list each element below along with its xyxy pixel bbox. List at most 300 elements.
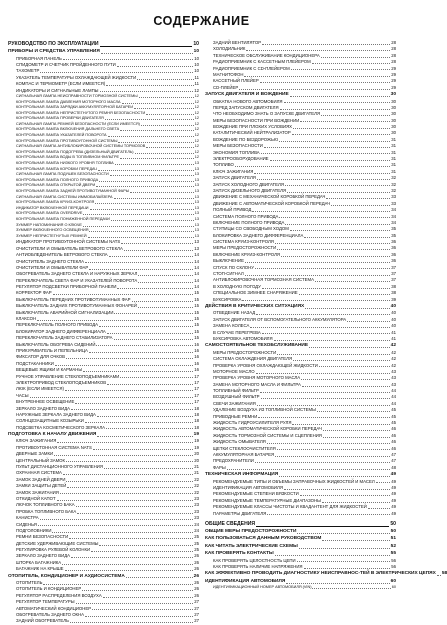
toc-leader <box>103 597 194 598</box>
toc-leader <box>40 519 194 520</box>
toc-entry-title: УДАЛЕНИЕ ВОЗДУХА ИЗ ТОПЛИВНОЙ СИСТЕМЫ <box>213 407 316 413</box>
toc-page-number: 29 <box>391 78 396 84</box>
toc-leader <box>30 397 194 398</box>
toc-entry-title: ДВИЖЕНИЕ С АВТОМАТИЧЕСКОЙ КОРОБКОЙ ПЕРЕДАЧ <box>213 200 330 206</box>
toc-page-number: 18 <box>194 405 199 411</box>
toc-entry-title: ЖИДКОСТЬ ТОРМОЗНОЙ СИСТЕМЫ И СЦЕПЛЕНИЯ <box>213 432 322 438</box>
toc-entry-title: ИДЕНТИФИКАЦИОННЫЙ НОМЕР АВТОМОБИЛЯ (VIN) <box>213 585 312 590</box>
toc-leader <box>130 192 194 193</box>
toc-page-number: 30 <box>391 117 396 123</box>
toc-leader <box>239 89 390 90</box>
toc-column-right <box>205 39 447 591</box>
toc-leader <box>292 134 391 135</box>
toc-leader <box>305 308 389 309</box>
toc-page-number: 26 <box>194 566 199 572</box>
toc-leader <box>96 186 194 187</box>
toc-entry-title: КОНТРОЛЬНАЯ ЛАМПА ДАВЛЕНИЯ МОТОРНОГО МАСЛА <box>16 99 121 104</box>
toc-leader <box>57 500 194 501</box>
toc-entry-title: КОНТРОЛЬНАЯ ЛАМПА КОРОБКИ ПЕРЕДАЧ <box>16 166 97 171</box>
toc-page-number: 25 <box>194 540 199 546</box>
toc-entry-title: ДЕЙСТВИЯ В КРИТИЧЕСКИХ СИТУАЦИЯХ <box>205 304 305 309</box>
toc-leader <box>54 455 193 456</box>
toc-entry-title: КОНТРОЛЬНАЯ ЛАМПА ВКЛЮЧЕНИЯ ДАЛЬНЕГО СВЕТА <box>16 127 120 132</box>
toc-entry-title: ПЕРЕКЛЮЧАТЕЛЬ ЗАДНЕГО СТАБИЛИЗАТОРА <box>16 335 113 341</box>
toc-page-number: 39 <box>391 296 396 302</box>
toc-leader <box>120 377 193 378</box>
toc-page-number: 29 <box>391 71 396 77</box>
toc-page-number: 13 <box>194 245 199 251</box>
toc-entry-title: ВОЗДУШНЫЙ ФИЛЬТР <box>213 394 260 400</box>
toc-leader <box>309 347 390 348</box>
toc-leader <box>138 307 193 308</box>
toc-page-number: 36 <box>391 251 396 257</box>
toc-leader <box>285 185 390 186</box>
toc-page-number: 26 <box>194 580 199 586</box>
toc-page-number: 18 <box>194 424 199 430</box>
toc-leader <box>301 379 390 380</box>
toc-entry-title: ЗАПУСК ДИЗЕЛЬНОГО ДВИГАТЕЛЯ <box>213 187 287 193</box>
toc-entry-title: КОНТРОЛЬНАЯ ЛАМПА УКАЗАТЕЛЕЙ ПОВОРОТА <box>16 133 107 138</box>
toc-leader <box>76 603 194 604</box>
toc-leader <box>114 313 193 314</box>
toc-leader <box>323 430 390 431</box>
toc-leader <box>275 243 390 244</box>
toc-page-number: 40 <box>391 323 396 329</box>
toc-page-number: 56 <box>391 557 396 563</box>
toc-entry-title: ВКЛЮЧЕНИЕ ПОЛНОГО ПРИВОДА <box>213 219 285 225</box>
toc-entry-title: КАНИСТРА <box>16 515 39 521</box>
toc-entry-title: РАДИОПРИЕМНИК С КАССЕТНЫМ ПЛЕЙЕРОМ <box>213 59 311 65</box>
toc-entry-title: КОНТРОЛЬНАЯ ЛАМПА ЗАРЯДКИ АККУМУЛЯТОРНОЙ БАТАРЕИ <box>16 105 134 110</box>
toc-entry-title: ШТОРКА БАГАЖНИКА <box>16 559 62 565</box>
toc-leader <box>107 384 193 385</box>
toc-page-number: 19 <box>194 438 199 444</box>
toc-entry-title: КАК ПОЛЬЗОВАТЬСЯ ДАННЫМ РУКОВОДСТВОМ <box>205 536 322 542</box>
toc-entry-title: МАГНИТОФОН <box>213 71 244 77</box>
toc-entry-title: ЦЕНТРАЛЬНЫЙ ЗАМОК <box>16 457 66 463</box>
toc-page-number: 12 <box>194 133 199 138</box>
toc-entry-title: ЗАДНИЙ ВЕНТИЛЯТОР <box>213 39 262 45</box>
toc-page-number: 49 <box>391 504 396 510</box>
toc-leader <box>242 300 390 301</box>
toc-entry-title: В СЛУЧАЕ ПЕРЕГРЕВА <box>213 329 261 335</box>
toc-entry-title: ЗАПУСК ДВИГАТЕЛЯ ОТ ВСПОМОГАТЕЛЬНОГО АККУМУЛЯТОРА <box>213 316 347 322</box>
toc-page-number: 19 <box>194 444 199 450</box>
toc-leader <box>275 456 390 457</box>
toc-leader <box>267 514 390 515</box>
toc-page-number: 10 <box>194 68 199 74</box>
toc-column-left <box>8 40 199 625</box>
toc-page-number: 14 <box>194 271 199 277</box>
toc-entry-title: ПРИБОРНАЯ ПАНЕЛЬ <box>16 55 62 61</box>
toc-entry-title: ЗАМЕНА МОТОРНОГО МАСЛА И ФИЛЬТРА <box>213 381 301 387</box>
toc-page-number: 42 <box>391 349 396 355</box>
toc-page-number: 34 <box>391 207 396 213</box>
toc-entry-title: ВЫКЛЮЧАТЕЛЬ ОБОГРЕВА СИДЕНИЙ <box>16 341 96 347</box>
toc-page-number: 12 <box>194 149 199 154</box>
toc-page-number: 37 <box>391 277 396 283</box>
toc-page-number: 22 <box>194 489 199 495</box>
toc-page-number: 49 <box>391 510 396 516</box>
toc-entry-title: МЕРЫ БЕЗОПАСНОСТИ ПРИ ВОЖДЕНИИ <box>213 117 300 123</box>
toc-leader <box>262 44 390 45</box>
toc-page-number: 49 <box>391 478 396 484</box>
toc-entry-title: ЗАПУСК ДВИГАТЕЛЯ И ВОЖДЕНИЕ <box>205 92 289 98</box>
toc-page-number: 23 <box>194 495 199 501</box>
toc-entry-title: ЗАМЕНА КОЛЕСА <box>213 323 250 329</box>
toc-entry <box>205 520 396 528</box>
toc-entry-title: КАК ЭФФЕКТИВНО ПРОВОДИТЬ ДИАГНОСТИКУ НЕИСПРАВНОС-ТЕЙ В ЭЛЕКТРИЧЕСКИХ ЦЕПЯХ <box>205 571 436 577</box>
toc-page-number: 28 <box>391 52 396 58</box>
toc-page-number: 36 <box>391 258 396 264</box>
toc-leader <box>139 97 194 98</box>
toc-page-number: 15 <box>194 316 199 322</box>
toc-entry-title: СТУПИЦЫ СО СВОБОДНЫМ ХОДОМ <box>213 226 289 232</box>
toc-page-number: 26 <box>194 592 199 598</box>
toc-entry-title: КОНТРОЛЬНАЯ ЛАМПА ПОНИЖЕННОЙ ПЕРЕДАЧИ <box>16 216 110 221</box>
toc-entry-title: ВОЖДЕНИЕ ПРИ ПЛОХИХ УСЛОВИЯХ <box>213 124 293 130</box>
toc-entry-title: В ХОЛОДНУЮ ПОГОДУ <box>213 283 261 289</box>
toc-leader <box>235 166 390 167</box>
toc-entry-title: СИГНАЛЬНАЯ ЛАМПА СИСТЕМЫ ИММОБИЛАЙЗЕРА <box>16 194 113 199</box>
toc-page-number: 13 <box>194 183 199 188</box>
toc-leader <box>291 69 391 70</box>
toc-leader <box>315 281 390 282</box>
toc-leader <box>302 386 390 387</box>
toc-page-number: 32 <box>391 187 396 193</box>
toc-entry-title: КЛЮЧ ЗАЖИГАНИЯ <box>16 438 57 444</box>
toc-leader <box>114 339 194 340</box>
toc-page-number: 42 <box>390 343 396 349</box>
toc-page-number: 27 <box>194 612 199 617</box>
toc-leader <box>89 269 193 270</box>
toc-entry-title: ПЕРЕКЛЮЧАТЕЛЬ ПОЛНОГО ПРИВОДА <box>16 322 98 328</box>
toc-entry-title: ПРИБОРЫ И СРЕДСТВА УПРАВЛЕНИЯ <box>8 49 100 55</box>
toc-leader <box>261 398 391 399</box>
toc-leader <box>287 192 390 193</box>
toc-leader <box>118 142 193 143</box>
toc-leader <box>290 230 390 231</box>
toc-leader <box>304 568 391 569</box>
toc-page-number: 30 <box>390 92 396 98</box>
toc-entry <box>205 578 396 585</box>
toc-page-number: 43 <box>391 375 396 381</box>
toc-entry-title: КОРРЕКТОР ФАР <box>16 290 52 296</box>
toc-page-number: 18 <box>194 418 199 424</box>
toc-page-number: 12 <box>194 105 199 110</box>
toc-page-number: 13 <box>194 177 199 182</box>
toc-leader <box>256 373 391 374</box>
toc-entry-title: ВКЛЮЧЕНИЕ КРУИЗ-КОНТРОЛЯ <box>213 251 280 257</box>
toc-entry-title: ВНУТРЕННЕЕ ОСВЕЩЕНИЕ <box>16 399 75 405</box>
toc-leader <box>437 575 441 576</box>
toc-leader <box>100 46 193 47</box>
toc-leader <box>90 209 194 210</box>
toc-leader <box>260 82 390 83</box>
toc-entry-title: РЕКОМЕНДУЕМЫЕ ТЕМПЕРАТУРНЫЕ ДИАПАЗОНЫ <box>213 497 321 503</box>
toc-entry-title: ТОПЛИВО <box>213 162 234 168</box>
toc-entry-title: КОНТРОЛЬНАЯ ЛАМПА ОТКРЫТОЙ ДВЕРИ <box>16 183 96 188</box>
toc-entry-title: ДВЕРНЫЕ ЗАМКИ <box>16 451 54 457</box>
toc-entry-title: СИГНАЛЬНАЯ ЛАМПА АНТИБЛОКИРОВОЧНОЙ СИСТЕМЫ ТОРМОЗОВ <box>16 144 146 149</box>
toc-page-number: 44 <box>391 394 396 400</box>
toc-leader <box>146 114 194 115</box>
toc-leader <box>76 506 194 507</box>
toc-entry-title: КАК ЧИТАТЬ ЭЛЕКТРИЧЕСКИЕ СХЕМЫ <box>205 543 298 549</box>
toc-page-number: 27 <box>194 605 199 611</box>
toc-entry-title: CD-ПЛЕЙЕР <box>213 84 239 90</box>
toc-entry-title: ЗЕРКАЛО ЗАДНЕГО ВИДА <box>16 553 70 559</box>
toc-page-number: 29 <box>391 84 396 90</box>
toc-entry-title: ПЕРЕД ЗАПУСКОМ ДВИГАТЕЛЯ <box>213 104 279 110</box>
toc-leader <box>70 622 193 623</box>
toc-entry-title: КОНТРОЛЬНАЯ ЛАМПА КРУИЗ-КОНТРОЛЯ <box>16 200 95 205</box>
toc-leader <box>146 147 193 148</box>
toc-leader <box>66 481 193 482</box>
toc-page-number: 37 <box>391 264 396 270</box>
toc-entry-title: ЗУММЕР НЕПРИСТЕГНУТЫХ РЕМНЕЙ <box>16 233 87 238</box>
toc-leader <box>274 340 391 341</box>
toc-page-number: 28 <box>391 59 396 65</box>
toc-leader <box>319 366 390 367</box>
toc-leader <box>261 153 391 154</box>
toc-leader <box>135 153 194 154</box>
toc-page-number: 34 <box>391 213 396 219</box>
toc-page-number: 10 <box>194 61 199 67</box>
toc-page-number: 52 <box>390 543 396 549</box>
toc-leader <box>281 256 390 257</box>
toc-page-number: 16 <box>194 360 199 366</box>
toc-entry <box>8 573 199 580</box>
toc-leader <box>122 103 194 104</box>
toc-leader <box>117 288 193 289</box>
toc-leader <box>277 249 390 250</box>
toc-leader <box>284 102 391 103</box>
toc-leader <box>284 489 390 490</box>
toc-page-number: 10 <box>193 49 199 55</box>
toc-leader <box>106 428 193 429</box>
toc-page-number: 23 <box>194 508 199 514</box>
toc-leader <box>245 262 390 263</box>
toc-page-number: 18 <box>194 411 199 417</box>
toc-leader <box>108 136 194 137</box>
toc-page-number: 15 <box>194 296 199 302</box>
toc-page-number: 27 <box>194 599 199 605</box>
toc-entry-title: ПОЛНЫЙ ПРИВОД <box>213 207 252 213</box>
toc-page-number: 15 <box>194 303 199 309</box>
toc-leader <box>104 468 193 469</box>
toc-entry-title: ЗАПУСК ДВИГАТЕЛЯ <box>213 175 256 181</box>
toc-leader <box>66 461 193 462</box>
toc-entry-title: КЛАКСОН <box>16 316 37 322</box>
toc-page-number: 20 <box>194 457 199 463</box>
toc-page-number: 12 <box>194 110 199 115</box>
toc-leader <box>99 181 194 182</box>
toc-entry-title: РЕГУЛЯТОР ПОДСВЕТКИ ПРИБОРНОЙ ПАНЕЛИ <box>16 284 117 290</box>
toc-entry-title: МЕРЫ БЕЗОПАСНОСТИ <box>213 143 263 149</box>
toc-entry-title: КОНТРОЛЬНАЯ ЛАМПА ПОЛНОГО ПРИВОДА <box>16 177 99 182</box>
toc-leader <box>138 282 193 283</box>
toc-leader <box>321 115 390 116</box>
toc-page-number: 12 <box>194 87 199 93</box>
toc-entry-title: КОНТРОЛЬНАЯ ЛАМПА ПРОТИВОУГОННОЙ СИСТЕМЫ <box>16 138 118 143</box>
toc-entry-title: СПЕЦИАЛЬНОЕ ЗИМНЕЕ СНАРЯЖЕНИЕ <box>213 290 298 296</box>
toc-entry-title: РЕМНИ БЕЗОПАСНОСТИ <box>16 534 69 540</box>
toc-page-number: 40 <box>391 316 396 322</box>
toc-entry-title: ПРИВОДНЫЕ РЕМНИ <box>213 413 258 419</box>
toc-page-number: 19 <box>193 432 199 438</box>
toc-entry-title: ЭЛЕКТРОПРИВОД СТЕКЛОПОДЪЕМНИКОВ <box>16 379 107 385</box>
toc-page-number: 32 <box>391 175 396 181</box>
toc-page-number: 40 <box>391 310 396 316</box>
toc-leader <box>62 564 193 565</box>
toc-entry-title: КОНТРОЛЬНАЯ ЛАМПА ЗАДНЕЙ ПРОТИВОТУМАННОЙ ФАРЫ <box>16 189 130 194</box>
toc-leader <box>71 557 193 558</box>
toc-leader <box>267 443 390 444</box>
toc-entry-title: ЧАСЫ <box>16 392 29 398</box>
toc-entry-title: СИСТЕМА ОХЛАЖДЕНИЯ ДВИГАТЕЛЯ <box>213 356 293 362</box>
toc-leader <box>137 79 193 80</box>
toc-page-number: 14 <box>194 277 199 283</box>
toc-entry-title: МОТОРНОЕ МАСЛО <box>213 368 255 374</box>
toc-leader <box>250 327 390 328</box>
toc-leader <box>227 469 391 470</box>
toc-page-number: 60 <box>391 585 396 590</box>
toc-entry-title: АККУМУЛЯТОРНАЯ БАТАРЕЯ <box>213 451 275 457</box>
toc-leader <box>132 301 194 302</box>
toc-entry-title: СИГНАЛЬНАЯ ЛАМПА ПОДУШЕК БЕЗОПАСНОСТИ <box>16 172 109 177</box>
toc-leader <box>82 590 193 591</box>
toc-page-number: 38 <box>391 290 396 296</box>
toc-entry-title: КАТАЛИТИЧЕСКИЙ НЕЙТРАЛИЗАТОР <box>213 130 291 136</box>
toc-page-number: 42 <box>391 362 396 368</box>
toc-leader <box>321 57 391 58</box>
toc-page-number: 33 <box>391 200 396 206</box>
toc-page-number: 31 <box>391 136 396 142</box>
toc-entry-title: ОТОПИТЕЛЬ <box>16 580 43 586</box>
toc-page-number: 15 <box>194 335 199 341</box>
toc-entry-title: ЗАМОК ЗАЖИГАНИЯ <box>16 489 59 495</box>
toc-leader <box>121 243 193 244</box>
toc-leader <box>60 493 193 494</box>
toc-entry-title: МЕРЫ ПРЕДОСТОРОЖНОСТИ <box>213 349 277 355</box>
toc-page-number: 12 <box>194 144 199 149</box>
toc-entry-title: ИДЕНТИФИКАЦИЯ АВТОМОБИЛЯ <box>213 484 283 490</box>
toc-leader <box>138 275 193 276</box>
toc-entry-title: ЗУММЕР НАПОМИНАНИЯ О КЛЮЧЕ <box>16 222 82 227</box>
toc-page-number: 50 <box>390 520 396 527</box>
toc-page-number: 45 <box>391 413 396 419</box>
toc-entry-title: БУКСИРОВКА АВТОМОБИЛЯ <box>213 335 273 341</box>
toc-page-number: 38 <box>391 283 396 289</box>
toc-leader <box>88 237 194 238</box>
toc-entry-title: КОНТРОЛЬНАЯ ЛАМПА НЕПРИСТЕГНУТОГО РЕМНЯ БЕЗОПАСНОСТИ <box>16 110 146 115</box>
toc-page-number: 41 <box>391 329 396 335</box>
toc-leader <box>98 170 194 171</box>
toc-leader <box>317 411 390 412</box>
toc-entry-title: ВЕЩЕВЫЕ ЯЩИКИ И КАРМАНЫ <box>16 367 83 373</box>
toc-page-number: 21 <box>194 470 199 476</box>
toc-entry <box>205 91 396 98</box>
toc-leader <box>114 198 194 199</box>
toc-entry-title: АНТИОБЛЕДЕНИТЕЛЬ ВЕТРОВОГО СТЕКЛА <box>16 252 108 258</box>
toc-leader <box>63 474 193 475</box>
toc-page-number: 47 <box>391 451 396 457</box>
toc-entry-title: ЛЮЧОК ТОПЛИВНОГО БАКА <box>16 502 75 508</box>
toc-page-number: 26 <box>193 573 199 579</box>
toc-page-number: 49 <box>390 472 396 478</box>
toc-leader <box>107 333 193 334</box>
toc-entry-title: КЛЮЧ ЗАЖИГАНИЯ <box>213 168 254 174</box>
toc-leader <box>264 147 390 148</box>
toc-entry-title: ХОЛОДИЛЬНИК <box>213 46 246 52</box>
toc-page-number: 46 <box>391 432 396 438</box>
toc-entry-title: ПРОБКА ТОПЛИВНОГО БАКА <box>16 508 77 514</box>
toc-leader <box>245 275 391 276</box>
toc-leader <box>89 231 193 232</box>
toc-entry-title: БУКСИРОВКА <box>213 296 242 302</box>
toc-page-number: 13 <box>194 239 199 245</box>
toc-entry-title: ОТОПИТЕЛЬ И КОНДИЦИОНЕР <box>16 586 82 592</box>
toc-page-number: 43 <box>391 381 396 387</box>
toc-entry-title: КОНТРОЛЬНАЯ ЛАМПА НИЗКОГО УРОВНЯ ТОПЛИВА <box>16 161 114 166</box>
toc-entry-title: РЕКОМЕНДУЕМЫЕ СТЕПЕНИ ВЯЗКОСТИ <box>213 491 299 497</box>
toc-leader <box>258 417 390 418</box>
toc-entry-title: РЕКОМЕНДУЕМЫЕ ТИПЫ И ОБЪЕМЫ ЗАПРАВОЧНЫХ ЖИДКОСТЕЙ И МАСЕЛ <box>213 478 375 484</box>
toc-entry-title: БАГАЖНИК НА КРЫШЕ <box>16 566 64 572</box>
toc-entry-title: ПОДСВЕТКА КОСМЕТИЧЕСКОГО ЗЕРКАЛА <box>16 424 106 430</box>
toc-page-number: 36 <box>391 245 396 251</box>
toc-leader <box>93 449 193 450</box>
toc-entry-title: ЧТО НЕОБХОДИМО ЗНАТЬ О ЗАПУСКЕ ДВИГАТЕЛЯ <box>213 111 321 117</box>
toc-entry-title: ТЕХНИЧЕСКАЯ ИНФОРМАЦИЯ <box>205 472 279 478</box>
toc-page-number: 31 <box>391 143 396 149</box>
toc-entry-title: ТАХОМЕТР <box>16 68 40 74</box>
toc-leader <box>300 121 390 122</box>
toc-leader <box>110 175 194 176</box>
toc-leader <box>85 616 193 617</box>
toc-entry-title: БЛОКИРОВКА ЗАДНЕГО ДИФФЕРЕНЦИАЛА <box>213 232 304 238</box>
toc-entry-title: ОБОГРЕВАТЕЛЬ ЗАДНЕГО ОКНА <box>16 612 85 617</box>
toc-entry-title: РУЧНОЕ УПРАВЛЕНИЕ СТЕКЛОПОДЪЕМНИКАМИ <box>16 373 120 379</box>
toc-page-number: 25 <box>194 547 199 553</box>
toc-entry <box>205 528 396 535</box>
toc-leader <box>53 294 194 295</box>
toc-leader <box>37 320 193 321</box>
toc-entry-title: ОТКИДНОЙ КАПОТ <box>16 495 56 501</box>
toc-page-number: 41 <box>391 335 396 341</box>
toc-entry-title: ДВИЖЕНИЕ С МЕХАНИЧЕСКОЙ КОРОБКОЙ ПЕРЕДАЧ <box>213 194 326 200</box>
toc-entry-title: ПРЕДОХРАНИТЕЛИ <box>213 458 254 464</box>
toc-entry-title: ОТВЕДЕНИЕ НАЗАД <box>213 310 256 316</box>
toc-page-number: 56 <box>391 564 396 570</box>
toc-entry-title: ПЕРЕКЛЮЧАТЕЛЬ СВЕТА ФАР И УКАЗАТЕЛЕЙ ПОВОРОТА <box>16 277 138 283</box>
toc-page-number: 55 <box>390 551 396 557</box>
toc-entry <box>205 543 396 550</box>
toc-page-number: 14 <box>194 264 199 270</box>
toc-entry-title: ПРОТИВОУГОННАЯ СИСТЕМА NATS <box>16 444 92 450</box>
toc-page-number: 16 <box>194 347 199 353</box>
toc-entry-title: ЖИДКОСТЬ АВТОМАТИЧЕСКОЙ КОРОБКИ ПЕРЕДАЧ <box>213 426 322 432</box>
toc-page-number: 44 <box>391 388 396 394</box>
toc-entry-title: ЗАМКИ ЗАЩИТЫ ДЕТЕЙ <box>16 483 67 489</box>
toc-leader <box>312 588 390 589</box>
toc-leader <box>57 442 193 443</box>
toc-entry-title: ЖИДКОСТЬ ОМЫВАТЕЛЯ <box>213 439 266 445</box>
toc-entry-title: СВЕЧИ ЗАЖИГАНИЯ <box>213 400 256 406</box>
toc-entry-title: ИНДИКАТОР ВКЛЮЧЕННОЙ ПЕРЕДАЧИ <box>16 205 89 210</box>
toc-page-number: 15 <box>194 322 199 328</box>
